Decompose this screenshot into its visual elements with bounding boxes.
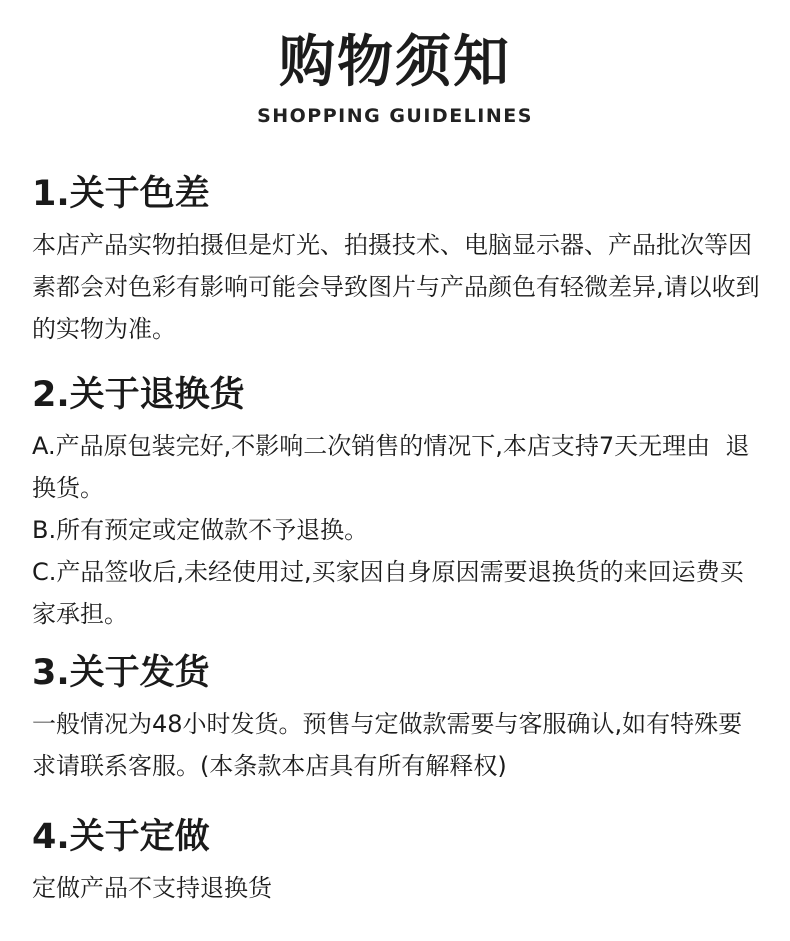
section-returns <box>32 373 762 635</box>
section-heading: 4.关于定做 <box>32 817 210 857</box>
section-paragraph: 定做产品不支持退换货 <box>32 874 272 902</box>
page-title: 购物须知 <box>279 30 511 95</box>
section-heading: 1.关于色差 <box>32 174 210 214</box>
section-paragraph: B.所有预定或定做款不予退换。 <box>32 516 369 544</box>
section-paragraph: 本店产品实物拍摄但是灯光、拍摄技术、电脑显示器、产品批次等因素都会对色彩有影响可能会导致图片与产品颜色有轻微差异,请以收到的实物为准。 <box>32 231 760 343</box>
page-subtitle: SHOPPING GUIDELINES <box>257 105 533 127</box>
section-paragraph: C.产品签收后,未经使用过,买家因自身原因需要退换货的来回运费买家承担。 <box>32 558 744 628</box>
section-paragraph: A.产品原包装完好,不影响二次销售的情况下,本店支持7天无理由 退换货。 <box>32 432 750 502</box>
section-paragraph: 一般情况为48小时发货。预售与定做款需要与客服确认,如有特殊要求请联系客服。(本条款本店具有所有解释权) <box>32 710 743 780</box>
section-color-difference <box>32 172 762 350</box>
section-heading: 2.关于退换货 <box>32 375 245 415</box>
section-shipping <box>32 651 762 787</box>
section-custom-orders <box>32 815 762 909</box>
section-heading: 3.关于发货 <box>32 653 210 693</box>
